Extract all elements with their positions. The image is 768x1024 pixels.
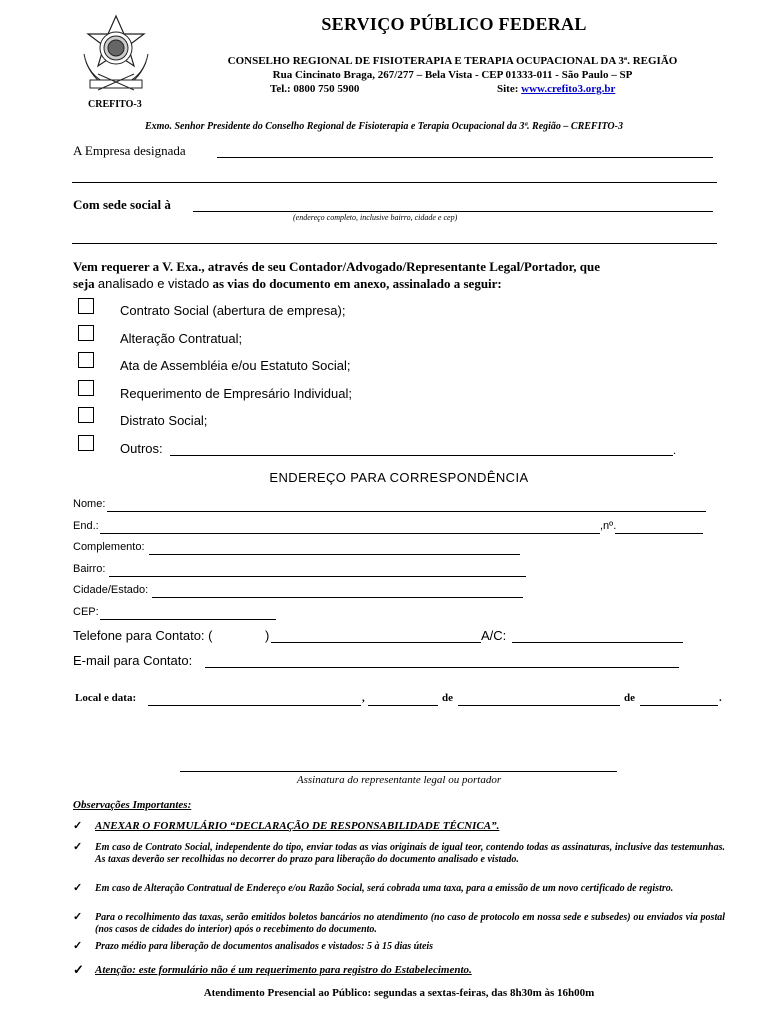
email-label: E-mail para Contato: bbox=[73, 653, 193, 668]
note-alteracao-contratual: Em caso de Alteração Contratual de Endereço e/ou Razão Social, será cobrada uma taxa, para a emissão de um novo certificado de registro. bbox=[95, 883, 674, 894]
note-contrato-social: Em caso de Contrato Social, independente do tipo, enviar todas as vias originais de igual teor, contendo todas as assinaturas, inclusive das testemunhas. As taxas deverão ser recolhidas no decorrer do prazo para liberação do documento analisado e vistado. bbox=[95, 842, 725, 865]
date-de-1: de bbox=[442, 692, 453, 704]
checkbox-requerimento-empresario[interactable] bbox=[78, 380, 94, 396]
council-site bbox=[497, 83, 615, 95]
outros-field[interactable] bbox=[170, 455, 673, 456]
council-address: Rua Cincinato Braga, 267/277 – Bela Vista - CEP 01333-011 - São Paulo – SP bbox=[272, 69, 633, 81]
note-recolhimento-taxas: Para o recolhimento das taxas, serão emitidos boletos bancários no atendimento (no caso de protocolo em nossa sede e subsedes) ou enviados via postal (nos casos de cidades do interior) após o recebimento do documento. bbox=[95, 912, 725, 935]
district-label: Bairro: bbox=[73, 563, 106, 575]
option-requerimento-empresario: Requerimento de Empresário Individual; bbox=[120, 386, 352, 401]
ac-label: A/C: bbox=[481, 628, 507, 643]
company-name-field[interactable] bbox=[217, 157, 713, 158]
checkmark-icon: ✓ bbox=[73, 962, 84, 977]
addressee: Exmo. Senhor Presidente do Conselho Regional de Fisioterapia e Terapia Ocupacional da 3ª. Região – CREFITO-3 bbox=[145, 121, 623, 132]
checkmark-icon: ✓ bbox=[73, 820, 83, 832]
council-phone: Tel.: 0800 750 5900 bbox=[270, 83, 360, 95]
note-prazo: Prazo médio para liberação de documentos analisados e vistados: 5 à 15 dias úteis bbox=[95, 941, 434, 952]
day-field[interactable] bbox=[368, 705, 438, 706]
option-outros: Outros: bbox=[120, 441, 163, 456]
option-ata-assembleia: Ata de Assembléia e/ou Estatuto Social; bbox=[120, 358, 351, 373]
correspondence-title: ENDEREÇO PARA CORRESPONDÊNCIA bbox=[269, 470, 529, 485]
name-label: Nome: bbox=[73, 498, 106, 510]
date-de-2: de bbox=[624, 692, 635, 704]
annex-note: ANEXAR O FORMULÁRIO “DECLARAÇÃO DE RESPONSABILIDADE TÉCNICA”. bbox=[95, 820, 500, 832]
address-label: End.: bbox=[73, 520, 99, 532]
name-field[interactable] bbox=[107, 511, 706, 512]
month-field[interactable] bbox=[458, 705, 620, 706]
page-title: SERVIÇO PÚBLICO FEDERAL bbox=[321, 14, 587, 34]
checkbox-distrato-social[interactable] bbox=[78, 407, 94, 423]
council-name: CONSELHO REGIONAL DE FISIOTERAPIA E TERAPIA OCUPACIONAL DA 3ª. REGIÃO bbox=[227, 55, 678, 67]
city-state-label: Cidade/Estado: bbox=[73, 584, 149, 596]
number-label: ,nº. bbox=[600, 520, 617, 532]
company-designated-label: A Empresa designada bbox=[73, 143, 186, 158]
site-label: Site: bbox=[497, 83, 519, 95]
cep-field[interactable] bbox=[100, 619, 276, 620]
request-line2 bbox=[73, 276, 502, 292]
checkbox-ata-assembleia[interactable] bbox=[78, 352, 94, 368]
footer-hours: Atendimento Presencial ao Público: segundas a sextas-feiras, das 8h30m às 16h00m bbox=[203, 987, 595, 999]
checkmark-icon: ✓ bbox=[73, 882, 83, 894]
number-field[interactable] bbox=[615, 533, 703, 534]
checkbox-alteracao-contratual[interactable] bbox=[78, 325, 94, 341]
logo-caption: CREFITO-3 bbox=[88, 99, 142, 110]
request-analisado: analisado e vistado bbox=[97, 276, 210, 291]
email-field[interactable] bbox=[205, 667, 679, 668]
option-contrato-social: Contrato Social (abertura de empresa); bbox=[120, 303, 346, 318]
city-state-field[interactable] bbox=[152, 597, 523, 598]
complement-field[interactable] bbox=[149, 554, 520, 555]
phone-field[interactable] bbox=[271, 642, 481, 643]
site-link[interactable]: www.crefito3.org.br bbox=[521, 83, 616, 95]
request-vias: as vias do documento em anexo, assinalado a seguir: bbox=[212, 276, 502, 291]
checkbox-contrato-social[interactable] bbox=[78, 298, 94, 314]
place-field[interactable] bbox=[148, 705, 361, 706]
company-name-field-line2[interactable] bbox=[72, 182, 717, 183]
phone-close: ) bbox=[265, 628, 270, 643]
phone-label: Telefone para Contato: ( bbox=[73, 628, 213, 643]
district-field[interactable] bbox=[109, 576, 526, 577]
address-field[interactable] bbox=[100, 533, 600, 534]
signature-line[interactable] bbox=[180, 771, 617, 772]
checkmark-icon: ✓ bbox=[73, 841, 83, 853]
ac-field[interactable] bbox=[512, 642, 683, 643]
company-seat-label: Com sede social à bbox=[73, 197, 171, 212]
company-seat-hint: (endereço completo, inclusive bairro, cidade e cep) bbox=[293, 213, 458, 222]
date-label: Local e data: bbox=[75, 692, 137, 704]
complement-label: Complemento: bbox=[73, 541, 145, 553]
checkbox-outros[interactable] bbox=[78, 435, 94, 451]
observations-title: Observações Importantes: bbox=[73, 799, 192, 811]
option-alteracao-contratual: Alteração Contratual; bbox=[120, 331, 243, 346]
year-field[interactable] bbox=[640, 705, 718, 706]
attention-note: Atenção: este formulário não é um requerimento para registro do Estabelecimento. bbox=[95, 964, 472, 976]
request-line1: Vem requerer a V. Exa., através de seu Contador/Advogado/Representante Legal/Portador, que bbox=[73, 259, 600, 274]
company-seat-field-line2[interactable] bbox=[72, 243, 717, 244]
signature-caption: Assinatura do representante legal ou portador bbox=[296, 774, 502, 786]
checkmark-icon: ✓ bbox=[73, 940, 83, 952]
option-distrato-social: Distrato Social; bbox=[120, 413, 208, 428]
company-seat-field[interactable] bbox=[193, 211, 713, 212]
cep-label: CEP: bbox=[73, 606, 99, 618]
request-seja: seja bbox=[73, 276, 95, 291]
checkmark-icon: ✓ bbox=[73, 911, 83, 923]
